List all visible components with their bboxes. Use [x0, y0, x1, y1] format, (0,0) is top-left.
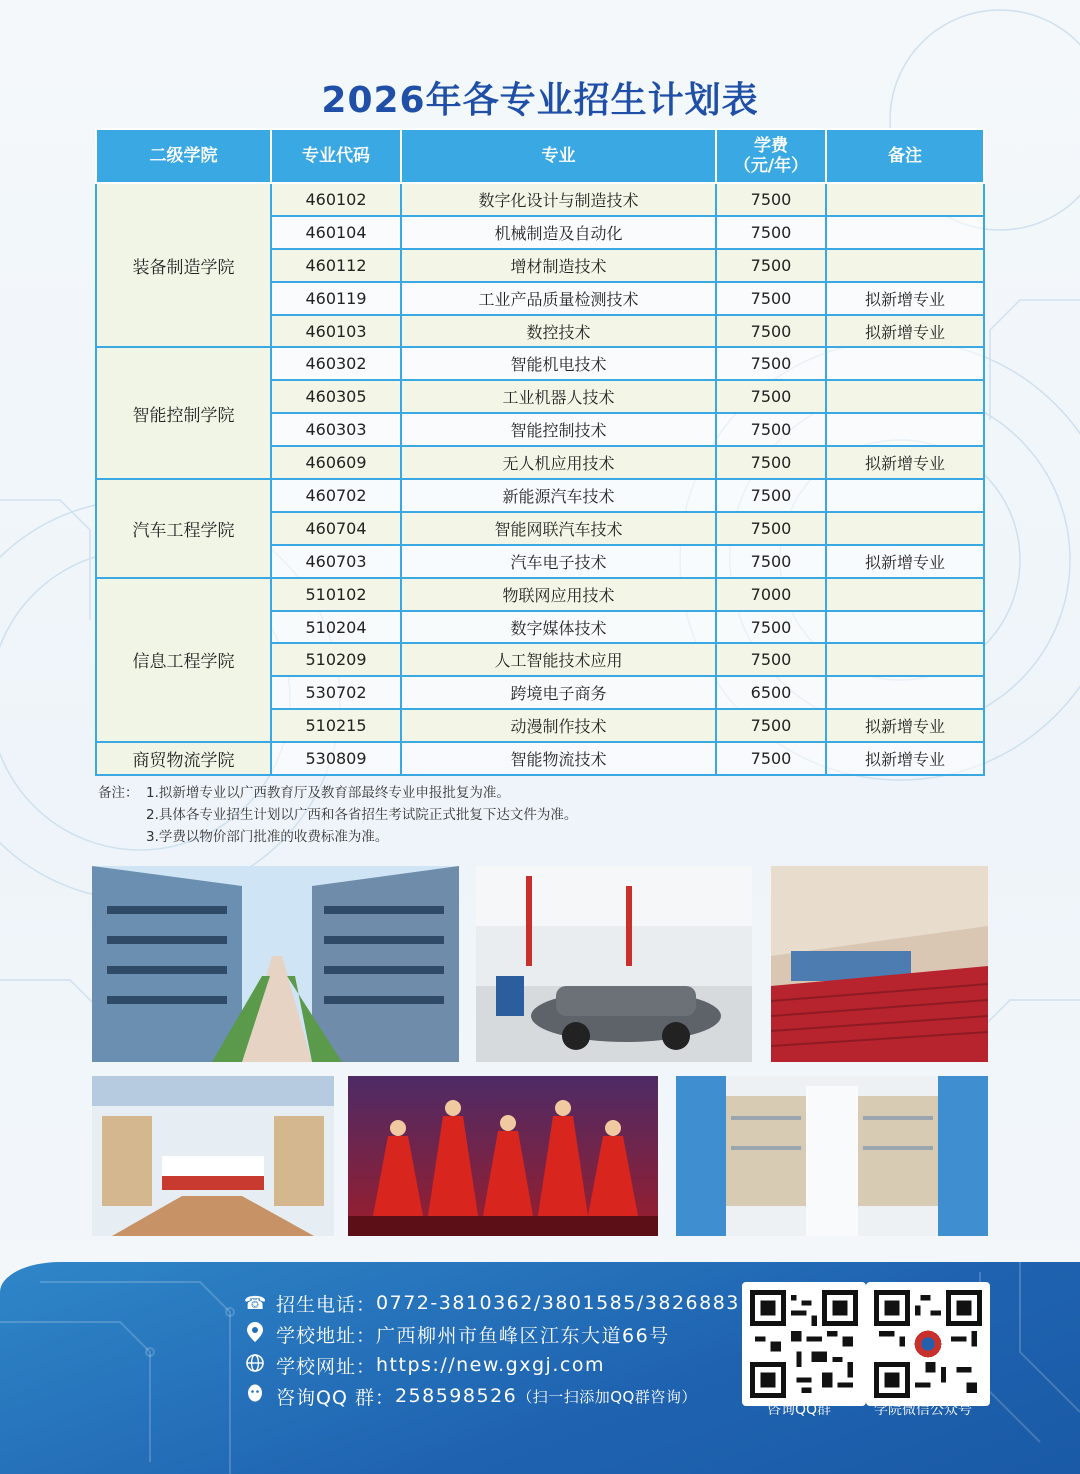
remark-cell: 拟新增专业 [826, 545, 984, 578]
phone-value[interactable]: 0772-3810362/3801585/3826883 [376, 1292, 740, 1314]
major-name-cell: 数字媒体技术 [401, 611, 716, 644]
website-label: 学校网址： [276, 1355, 377, 1378]
remark-cell [826, 249, 984, 282]
major-name-cell: 新能源汽车技术 [401, 479, 716, 512]
major-code-cell: 460703 [271, 545, 401, 578]
qq-group-qr-code[interactable] [742, 1282, 866, 1406]
major-name-cell: 人工智能技术应用 [401, 643, 716, 676]
table-row [96, 347, 984, 380]
dance-performance-photo [348, 1076, 658, 1236]
qq-number[interactable]: 258598526 [394, 1385, 518, 1407]
tuition-cell: 7500 [716, 545, 826, 578]
college-cell: 装备制造学院 [96, 183, 271, 347]
major-name-cell: 智能控制技术 [401, 413, 716, 446]
tuition-cell: 7500 [716, 183, 826, 216]
table-row [96, 183, 984, 216]
major-code-cell: 460119 [271, 282, 401, 315]
major-name-cell: 智能物流技术 [401, 742, 716, 775]
website-link[interactable]: https://new.gxgj.com [376, 1354, 605, 1376]
remark-cell: 拟新增专业 [826, 709, 984, 742]
tuition-cell: 7500 [716, 742, 826, 775]
college-cell: 信息工程学院 [96, 578, 271, 742]
tuition-cell: 7500 [716, 347, 826, 380]
major-name-cell: 无人机应用技术 [401, 446, 716, 479]
tuition-cell: 7500 [716, 611, 826, 644]
auditorium-photo [771, 866, 988, 1062]
header-major-code: 专业代码 [271, 129, 401, 183]
wechat-qr-code[interactable] [866, 1282, 990, 1406]
college-cell: 商贸物流学院 [96, 742, 271, 775]
major-name-cell: 物联网应用技术 [401, 578, 716, 611]
major-name-cell: 增材制造技术 [401, 249, 716, 282]
location-pin-icon [244, 1322, 266, 1347]
major-code-cell: 510204 [271, 611, 401, 644]
address-row [244, 1319, 740, 1349]
major-name-cell: 机械制造及自动化 [401, 216, 716, 249]
tuition-cell: 7500 [716, 249, 826, 282]
auto-workshop-photo [476, 866, 752, 1062]
major-code-cell: 510209 [271, 643, 401, 676]
tuition-cell: 7500 [716, 446, 826, 479]
major-name-cell: 工业机器人技术 [401, 380, 716, 413]
tuition-cell: 7500 [716, 479, 826, 512]
tuition-cell: 7000 [716, 578, 826, 611]
table-row [96, 479, 984, 512]
header-tuition: 学费 （元/年） [716, 129, 826, 183]
table-row [96, 578, 984, 611]
major-name-cell: 工业产品质量检测技术 [401, 282, 716, 315]
major-code-cell: 460305 [271, 380, 401, 413]
major-code-cell: 460609 [271, 446, 401, 479]
header-college: 二级学院 [96, 129, 271, 183]
tuition-cell: 7500 [716, 709, 826, 742]
wechat-qr-caption: 学院微信公众号 [874, 1402, 972, 1418]
qq-row [244, 1381, 740, 1411]
college-cell: 智能控制学院 [96, 347, 271, 479]
campus-buildings-photo [92, 866, 459, 1062]
college-cell: 汽车工程学院 [96, 479, 271, 578]
notes-label: 备注： [98, 785, 139, 801]
tuition-cell: 7500 [716, 315, 826, 348]
major-code-cell: 510102 [271, 578, 401, 611]
remark-cell [826, 512, 984, 545]
remark-cell [826, 380, 984, 413]
remark-cell: 拟新增专业 [826, 446, 984, 479]
table-header-row [96, 129, 984, 183]
table-row [96, 742, 984, 775]
major-code-cell: 460102 [271, 183, 401, 216]
tuition-cell: 7500 [716, 413, 826, 446]
header-remarks: 备注 [826, 129, 984, 183]
major-code-cell: 460302 [271, 347, 401, 380]
major-name-cell: 跨境电子商务 [401, 676, 716, 709]
library-atrium-photo [92, 1076, 334, 1236]
major-name-cell: 数字化设计与制造技术 [401, 183, 716, 216]
major-name-cell: 数控技术 [401, 315, 716, 348]
remark-cell [826, 216, 984, 249]
tuition-cell: 7500 [716, 216, 826, 249]
contact-info [244, 1288, 740, 1412]
major-code-cell: 530702 [271, 676, 401, 709]
note-item: 3.学费以物价部门批准的收费标准为准。 [146, 829, 389, 845]
remark-cell [826, 183, 984, 216]
tuition-cell: 6500 [716, 676, 826, 709]
tuition-cell: 7500 [716, 380, 826, 413]
major-code-cell: 460702 [271, 479, 401, 512]
phone-label: 招生电话： [276, 1293, 377, 1316]
note-item: 2.具体各专业招生计划以广西和各省招生考试院正式批复下达文件为准。 [146, 807, 578, 823]
tuition-cell: 7500 [716, 282, 826, 315]
remark-cell [826, 479, 984, 512]
remark-cell [826, 611, 984, 644]
remark-cell [826, 643, 984, 676]
notes-section [98, 782, 577, 848]
qq-hint: （扫一扫添加QQ群咨询） [517, 1387, 697, 1406]
remark-cell [826, 413, 984, 446]
address-value: 广西柳州市鱼峰区江东大道66号 [376, 1324, 670, 1347]
globe-icon [244, 1354, 266, 1377]
qq-icon [244, 1384, 266, 1409]
phone-row [244, 1288, 740, 1318]
tuition-cell: 7500 [716, 512, 826, 545]
enrollment-plan-table [95, 128, 985, 776]
remark-cell: 拟新增专业 [826, 742, 984, 775]
page-title: 2026年各专业招生计划表 [321, 80, 759, 121]
header-major: 专业 [401, 129, 716, 183]
remark-cell [826, 676, 984, 709]
address-label: 学校地址： [276, 1324, 377, 1347]
major-name-cell: 汽车电子技术 [401, 545, 716, 578]
major-name-cell: 智能机电技术 [401, 347, 716, 380]
major-code-cell: 530809 [271, 742, 401, 775]
major-code-cell: 460303 [271, 413, 401, 446]
remark-cell [826, 347, 984, 380]
major-code-cell: 510215 [271, 709, 401, 742]
phone-icon: ☎ [244, 1292, 267, 1314]
tuition-cell: 7500 [716, 643, 826, 676]
major-name-cell: 动漫制作技术 [401, 709, 716, 742]
qq-qr-caption: 咨询QQ群 [766, 1402, 832, 1418]
remark-cell [826, 578, 984, 611]
qq-label: 咨询QQ 群： [276, 1386, 395, 1409]
major-code-cell: 460104 [271, 216, 401, 249]
remark-cell: 拟新增专业 [826, 282, 984, 315]
note-item: 1.拟新增专业以广西教育厅及教育部最终专业申报批复为准。 [146, 785, 510, 801]
major-name-cell: 智能网联汽车技术 [401, 512, 716, 545]
website-row [244, 1350, 740, 1380]
remark-cell: 拟新增专业 [826, 315, 984, 348]
major-code-cell: 460112 [271, 249, 401, 282]
dormitory-photo [676, 1076, 988, 1236]
major-code-cell: 460704 [271, 512, 401, 545]
major-code-cell: 460103 [271, 315, 401, 348]
